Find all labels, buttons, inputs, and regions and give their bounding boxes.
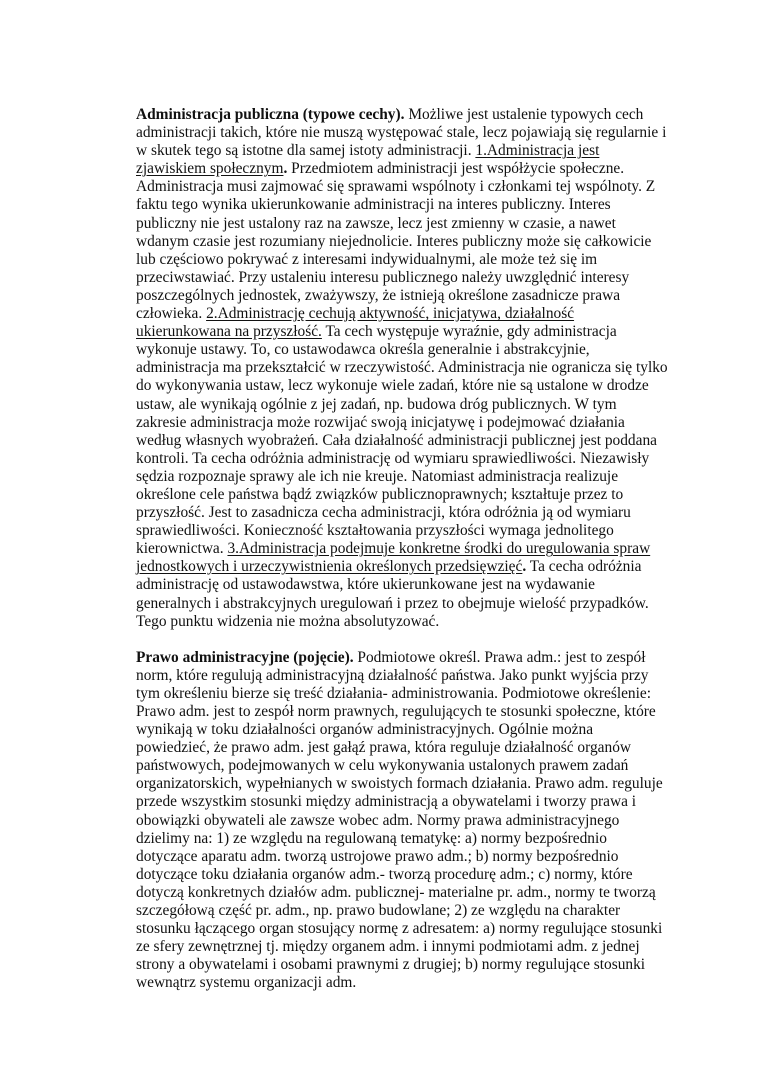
section-heading: Administracja publiczna (typowe cechy). — [136, 106, 405, 123]
feature-point-1-period: . — [283, 160, 288, 178]
section-heading: Prawo administracyjne (pojęcie). — [136, 648, 354, 666]
section-administracja-publiczna — [136, 106, 670, 631]
feature-point-2: 2.Administrację cechują aktywność, inicjatywa, działalność ukierunkowana na przyszłość. — [136, 305, 575, 341]
paragraph-text: Możliwe jest ustalenie typowych cech administracji takich, które nie muszą występować stale, lecz pojawiają się regularnie i w skutek tego są istotne dla samej istoty administracji. — [136, 106, 667, 160]
paragraph-text: Ta cech występuje wyraźnie, gdy administracja wykonuje ustawy. To, co ustawodawca określa generalnie i abstrakcyjnie, administracja ma przekształcić w rzeczywistość. Administracja nie ogranicza się tylko do wykonywania ustaw, lecz wykonuje wiele zadań, które nie są ustalone w drodze ustaw, ale wynikają ogólnie z jej zadań, np. budowa dróg publicznych. W tym zakresie administracja może rozwijać swoją inicjatywę i podejmować działania według własnych wyobrażeń. Cała działalność administracji publicznej jest poddana kontroli. Ta cecha odróżnia administrację od wymiaru sprawiedliwości. Niezawisły sędzia rozpoznaje sprawy ale ich nie kreuje. Natomiast administracja realizuje określone cele państwa bądź związków publicznoprawnych; kształtuje przez to przyszłość. Jest to zasadnicza cecha administracji, która odróżnia ją od wymiaru sprawiedliwości. Konieczność kształtowania przyszłości wymaga jednolitego kierownictwa. — [136, 323, 668, 558]
document-page — [136, 106, 670, 993]
feature-point-3: 3.Administracja podejmuje konkretne środki do uregulowania spraw jednostkowych i urzeczywistnienia określonych przedsięwzięć — [136, 540, 651, 576]
paragraph-text: Ta cecha odróżnia administrację od ustawodawstwa, które ukierunkowane jest na wydawanie generalnych i abstrakcyjnych uregulowań i przez to obejmuje wielość przypadków. Tego punktu widzenia nie można absolutyzować. — [136, 558, 649, 630]
feature-point-1: 1.Administracja jest zjawiskiem społecznym — [136, 142, 600, 178]
paragraph-text: Przedmiotem administracji jest współżycie społeczne. Administracja musi zajmować się sprawami wspólnoty i członkami tej wspólnoty. Z faktu tego wynika ukierunkowanie administracji na interes publiczny. Interes publiczny nie jest ustalony raz na zawsze, lecz jest zmienny w czasie, a nawet wdanym czasie jest rozumiany niejednolicie. Interes publiczny może się całkowicie lub częściowo pokrywać z interesami indywidualnymi, ale może też się im przeciwstawiać. Przy ustaleniu interesu publicznego należy uwzględnić interesy poszczególnych jednostek, zważywszy, że istnieją określone zasadnicze prawa człowieka. — [136, 160, 656, 323]
section-prawo-administracyjne — [136, 649, 670, 993]
feature-point-3-period: . — [522, 558, 527, 576]
paragraph-text: Podmiotowe określ. Prawa adm.: jest to zespół norm, które regulują administracyjną działalność państwa. Jako punkt wyjścia przy tym określeniu bierze się treść działania- administrowania. Podmiotowe określenie: Prawo adm. jest to zespół norm prawnych, regulujących te stosunki społeczne, które wynikają w toku działalności organów administracyjnych. Ogólnie można powiedzieć, że prawo adm. jest gałąź prawa, która reguluje działalność organów państwowych, podejmowanych w celu wykonywania ustalonych prawem zadań organizatorskich, wypełnianych w swoistych formach działania. Prawo adm. reguluje przede wszystkim stosunki między administracją a obywatelami i tworzy prawa i obowiązki obywateli ale zawsze wobec adm. Normy prawa administracyjnego dzielimy na: 1) ze względu na regulowaną tematykę: a) normy bezpośrednio dotyczące aparatu adm. tworzą ustrojowe prawo adm.; b) normy bezpośrednio dotyczące toku działania organów adm.- tworzą procedurę adm.; c) normy, które dotyczą konkretnych działów adm. publicznej- materialne pr. adm., normy te tworzą szczegółową część pr. adm., np. prawo budowlane; 2) ze względu na charakter stosunku łączącego organ stosujący normę z adresatem: a) normy regulujące stosunki ze sfery zewnętrznej tj. między organem adm. i innymi podmiotami adm. z jednej strony a obywatelami i osobami prawnymi z drugiej; b) normy regulujące stosunki wewnątrz systemu organizacji adm. — [136, 648, 663, 992]
